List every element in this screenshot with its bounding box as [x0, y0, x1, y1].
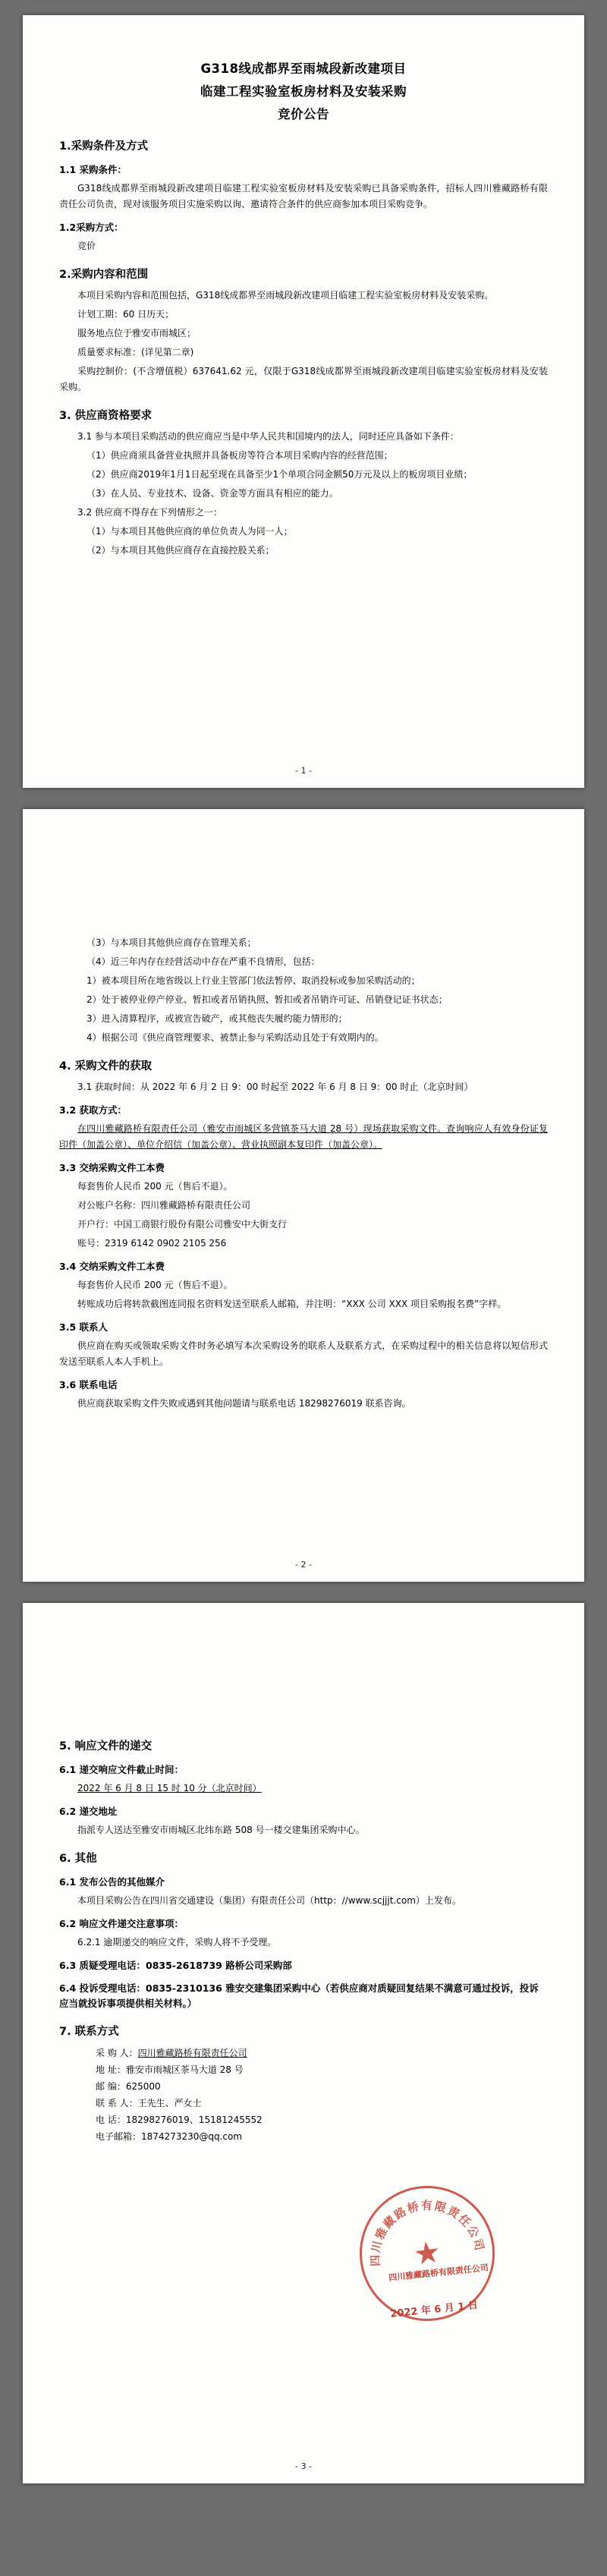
- contact-address-value: 雅安市雨城区茶马大道 28 号: [125, 2064, 244, 2075]
- section-4-6-heading: 3.6 联系电话: [59, 1379, 118, 1390]
- contact-postcode-value: 625000: [125, 2081, 161, 2092]
- section-4-3-bank: 开户行：中国工商银行股份有限公司雅安中大街支行: [77, 1219, 288, 1230]
- section-5-1-deadline: 2022 年 6 月 8 日 15 时 10 分（北京时间）: [77, 1783, 262, 1793]
- page-1: [23, 15, 584, 788]
- section-2-location: 服务地点位于雅安市雨城区；: [77, 328, 197, 339]
- section-3-2-item-4c: 3）进入清算程序，或被宣告破产，或其他丧失履约能力情形的；: [86, 1013, 348, 1024]
- section-5-1-heading: 6.1 递交响应文件截止时间：: [59, 1764, 184, 1775]
- contact-person-value: 王先生、严女士: [137, 2098, 202, 2108]
- section-3-1-paragraph: 3.1 参与本项目采购活动的供应商应当是中华人民共和国境内的法人，同时还应具备如下条件：: [77, 431, 459, 442]
- contact-purchaser-value: 四川雅藏路桥有限责任公司: [137, 2048, 247, 2058]
- section-3-2-item-4d: 4）根据公司《供应商管理要求、被禁止参与采购活动且处于有效期内的。: [86, 1032, 384, 1043]
- section-1-2-heading: 1.2采购方式：: [59, 222, 124, 233]
- page-number-3: - 3 -: [295, 2461, 312, 2471]
- seal-company-name: 四川雅藏路桥有限责任公司: [388, 2263, 489, 2283]
- section-4-6-paragraph: 供应商获取采购文件失败或遇到其他问题请与联系电话 18298276019 联系咨询。: [77, 1398, 411, 1409]
- page-2: [23, 809, 584, 1582]
- section-5-2-heading: 6.2 递交地址: [59, 1806, 118, 1817]
- section-6-1-paragraph: 本项目采购公告在四川省交通建设（集团）有限责任公司（http：//www.scjjjt.com）上发布。: [77, 1895, 461, 1906]
- section-2-paragraph-1: 本项目采购内容和范围包括，G318线成都界至雨城段新改建项目临建工程实验室板房材料及安装采购。: [77, 290, 494, 301]
- section-6-2-1-paragraph: 6.2.1 逾期递交的响应文件，采购人将不予受理。: [77, 1937, 277, 1948]
- section-2-price-cap: 采购控制价：(不含增值税）637641.62 元，仅限于G318线成都界至雨城段新改建项目临建实验室板房材料及安装采购。: [59, 366, 548, 392]
- section-3-2-item-4a: 1）被本项目所在地省级以上行业主管部门依法暂停、取消投标或参加采购活动的；: [86, 975, 420, 986]
- section-4-5-paragraph: 供应商在购买或领取采购文件时务必填写本次采购设务的联系人及联系方式，在采购过程中的相关信息将以短信形式发送至联系人本人手机上。: [59, 1340, 548, 1367]
- section-3-2-item-4b: 2）处于被停业停产停业、暂扣或者吊销执照、暂扣或者吊销许可证、吊销登记证书状态；: [86, 994, 448, 1005]
- section-1-1-paragraph: G318线成都界至雨城段新改建项目临建工程实验室板房材料及安装采购已具备采购条件，招标人四川雅藏路桥有限责任公司负责，现对该服务项目实施采购以询、邀请符合条件的供应商参加本项目采购竞争。: [59, 183, 548, 209]
- section-4-3-account-number: 账号：2319 6142 0902 2105 256: [77, 1238, 227, 1249]
- contact-postcode-label: 邮 编：: [96, 2081, 126, 2092]
- section-6-1-heading: 6.1 发布公告的其他媒介: [59, 1876, 165, 1888]
- section-2-duration: 计划工期：60 日历天；: [77, 309, 175, 320]
- section-3-2-item-1: （1）与本项目其他供应商的单位负责人为同一人；: [86, 526, 293, 537]
- contact-email-value: 1874273230@qq.com: [141, 2131, 243, 2142]
- seal-star-icon: ★: [411, 2234, 443, 2273]
- contact-purchaser-label: 采 购 人：: [96, 2048, 138, 2058]
- section-1-1-heading: 1.1 采购条件：: [59, 164, 127, 175]
- section-6-2-heading: 6.2 响应文件递交注意事项：: [59, 1918, 184, 1929]
- document-title: [59, 58, 548, 126]
- contact-person-label: 联 系 人：: [96, 2098, 138, 2108]
- section-3-2-item-2: （2）与本项目其他供应商存在直接控股关系；: [86, 545, 275, 556]
- section-4-1-time: 3.1 获取时间：从 2022 年 6 月 2 日 9：00 时起至 2022 年 6 月 8 日 9：00 时止（北京时间）: [77, 1082, 473, 1092]
- title-line-3: 竞价公告: [278, 107, 329, 121]
- contact-phone: [59, 2112, 548, 2128]
- section-3-heading: 3. 供应商资格要求: [59, 410, 153, 422]
- section-3-2-item-3: （3）与本项目其他供应商存在管理关系；: [86, 937, 256, 948]
- section-4-heading: 4. 采购文件的获取: [59, 1060, 153, 1072]
- section-6-3-heading: 6.3 质疑受理电话：0835-2618739 路桥公司采购部: [59, 1960, 292, 1971]
- section-1-2-paragraph: 竞价: [77, 241, 96, 251]
- section-5-heading: 5. 响应文件的递交: [59, 1740, 153, 1752]
- section-4-4-transfer-note: 转账成功后将转款截图连同报名资料发送至联系人邮箱，并注明：“XXX 公司 XXX 项目采购报名费”字样。: [77, 1299, 507, 1309]
- section-4-2-paragraph: 在四川雅藏路桥有限责任公司（雅安市雨城区多营镇茶马大道 28 号）现场获取采购文件。查询响应人有效身份证复印件（加盖公章）、单位介绍信（加盖公章）、营业执照副本复印件（加盖公章）。: [59, 1123, 548, 1150]
- section-4-3-price: 每套售价人民币 200 元（售后不退）。: [77, 1181, 233, 1192]
- section-3-1-item-3: （3）在人员、专业技术、设备、资金等方面具有相应的能力。: [86, 488, 338, 499]
- section-3-2-item-4: （4）近三年内存在经营活动中存在严重不良情形，包括：: [86, 956, 320, 967]
- section-4-4-price: 每套售价人民币 200 元（售后不退）。: [77, 1280, 233, 1290]
- contact-phone-value: 18298276019、15181245552: [125, 2115, 263, 2125]
- contact-address-label: 地 址：: [96, 2064, 126, 2075]
- section-3-2-paragraph: 3.2 供应商不得存在下列情形之一：: [77, 507, 222, 518]
- seal-date: 2022 年 6 月 1 日: [389, 2299, 479, 2321]
- contact-address: [59, 2061, 548, 2078]
- section-2-quality: 质量要求标准：(详见第二章): [77, 347, 194, 357]
- section-4-2-heading: 3.2 获取方式：: [59, 1104, 127, 1116]
- section-4-5-heading: 3.5 联系人: [59, 1321, 108, 1333]
- contact-person: [59, 2095, 548, 2112]
- section-4-4-heading: 3.4 交纳采购文件工本费: [59, 1261, 165, 1272]
- title-line-2: 临建工程实验室板房材料及安装采购: [200, 84, 407, 99]
- page-3: [23, 1603, 584, 2483]
- contact-postcode: [59, 2078, 548, 2095]
- page-number-2: - 2 -: [295, 1560, 312, 1570]
- signature-area: [59, 2152, 548, 2342]
- section-6-4-heading: 6.4 投诉受理电话：0835-2310136 雅安交建集团采购中心（若供应商对质疑回复结果不满意可通过投诉，投诉应当就投诉事项提供相关材料。）: [59, 1982, 539, 2009]
- page-number-1: - 1 -: [295, 766, 312, 776]
- section-5-2-address: 指派专人送达至雅安市雨城区北纬东路 508 号一楼交建集团采购中心。: [77, 1825, 365, 1835]
- contact-email-label: 电子邮箱：: [96, 2131, 142, 2142]
- title-line-1: G318线成都界至雨城段新改建项目: [200, 61, 407, 76]
- section-4-3-heading: 3.3 交纳采购文件工本费: [59, 1162, 165, 1173]
- section-4-3-account-name: 对公账户名称：四川雅藏路桥有限责任公司: [77, 1200, 251, 1211]
- section-2-heading: 2.采购内容和范围: [59, 269, 149, 281]
- section-6-heading: 6. 其他: [59, 1853, 97, 1865]
- section-1-heading: 1.采购条件及方式: [59, 140, 149, 153]
- section-7-heading: 7. 联系方式: [59, 2026, 119, 2038]
- contact-phone-label: 电 话：: [96, 2115, 126, 2125]
- contact-purchaser: [59, 2045, 548, 2061]
- section-3-1-item-1: （1）供应商须具备营业执照并具备板房等符合本项目采购内容的经营范围；: [86, 450, 393, 461]
- svg-text:四川雅藏路桥有限责任公司: 四川雅藏路桥有限责任公司: [368, 2198, 487, 2267]
- document-container: [0, 15, 607, 2483]
- section-3-1-item-2: （2）供应商2019年1月1日起至现在具备至少1个单项合同金额50万元及以上的板房项目业绩；: [86, 469, 473, 480]
- contact-email: [59, 2128, 548, 2145]
